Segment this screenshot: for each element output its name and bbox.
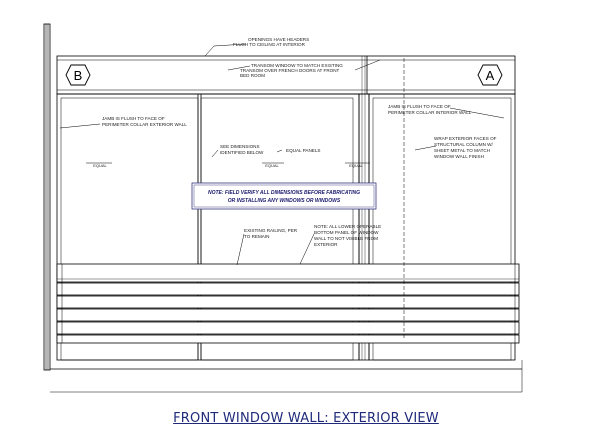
dim-label-1: EQUAL	[93, 163, 107, 168]
verify-note-line-2: OR INSTALLING ANY WINDOWS OR WINDOWS	[227, 198, 341, 204]
tag-a-hexagon	[478, 65, 502, 85]
tag-b-hexagon	[66, 65, 90, 85]
note-wrap-3: SHEET METAL TO MATCH	[434, 148, 491, 153]
note-see-dims-2: IDENTIFIED BELOW	[220, 150, 264, 155]
verify-note-line-1: NOTE: FIELD VERIFY ALL DIMENSIONS BEFORE FABRICATING	[207, 190, 361, 196]
note-bottom-4: EXTERIOR	[314, 242, 338, 247]
note-jamb-right-1: JAMB IS FLUSH TO FACE OF	[388, 104, 451, 109]
dim-label-2: EQUAL	[265, 163, 279, 168]
tag-a-label: A	[485, 68, 495, 83]
railing	[57, 264, 519, 343]
header-band	[57, 56, 515, 94]
note-transom-2: TRANSOM OVER FRENCH DOORS AT FRONT	[240, 68, 340, 73]
note-transom-3: BED ROOM	[240, 73, 266, 78]
verify-note-box	[192, 183, 376, 209]
tag-b-label: B	[73, 68, 83, 83]
note-wrap-1: WRAP EXTERIOR FACES OF	[434, 136, 497, 141]
note-jamb-left-2: PERIMETER COLLAR EXTERIOR WALL	[102, 122, 187, 127]
note-jamb-right-2: PERIMETER COLLAR INTERIOR WALL	[388, 110, 472, 115]
dim-label-3: EQUAL	[349, 163, 363, 168]
note-wrap-4: WINDOW WALL FINISH	[434, 154, 484, 159]
note-transom-1: TRANSOM WINDOW TO MATCH EXISTING	[251, 63, 343, 68]
left-wall-section	[44, 24, 50, 370]
note-bottom-2: BOTTOM PANEL OF WINDOW	[314, 230, 379, 235]
note-openings-1: OPENINGS HAVE HEADERS	[248, 37, 310, 42]
note-jamb-left-1: JAMB IS FLUSH TO FACE OF	[102, 116, 165, 121]
note-bottom-1: NOTE: ALL LOWER OPERABLE	[314, 224, 382, 229]
note-equal-panels: EQUAL PANELS	[286, 148, 321, 153]
drawing-title: FRONT WINDOW WALL: EXTERIOR VIEW	[173, 411, 439, 426]
note-rail-2: TO REMAIN	[244, 234, 270, 239]
slab-lines	[50, 360, 522, 392]
note-openings-2: FLUSH TO CEILING AT INTERIOR	[233, 42, 305, 47]
note-rail-1: EXISTING RAILING, PER	[244, 228, 298, 233]
note-see-dims-1: SEE DIMENSIONS	[220, 144, 260, 149]
note-wrap-2: STRUCTURAL COLUMN W/	[434, 142, 493, 147]
note-bottom-3: WALL TO NOT VISIBLE FROM	[314, 236, 378, 241]
